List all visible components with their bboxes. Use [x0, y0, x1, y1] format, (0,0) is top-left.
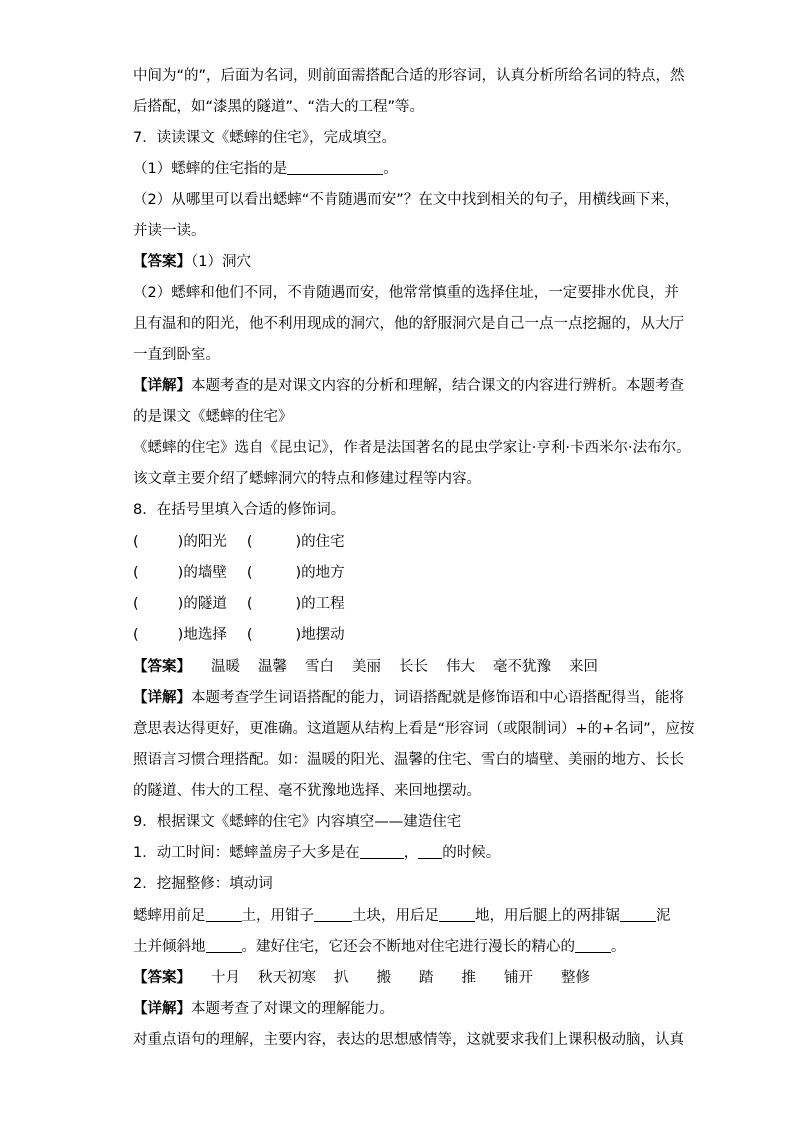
q7-detail-1: 本题考查的是对课文内容的分析和理解，结合课文的内容进行辨析。本题考查 — [191, 378, 684, 394]
q9-text: 土，用钳子 — [241, 908, 314, 924]
answer-blank — [575, 938, 611, 953]
q8-detail-2: 意思表达得更好，更准确。这道题从结构上看是“形容词（或限制词）+的+名词”，应按 — [133, 721, 695, 737]
q7-detail-line — [133, 376, 684, 396]
paren-open: ( — [133, 565, 139, 581]
q8-detail-3: 照语言习惯合理搭配。如：温暖的阳光、温馨的住宅、雪白的墙壁、美丽的地方、长长 — [133, 752, 684, 768]
q8-item: )的阳光 — [177, 534, 227, 550]
q9-answer-line — [133, 968, 590, 988]
q7-answer-line — [133, 252, 251, 272]
answer-blank — [206, 938, 242, 953]
question-9-title: 9．根据课文《蟋蟀的住宅》内容填空——建造住宅 — [133, 814, 462, 830]
q8-detail-line — [133, 688, 684, 708]
q8-answer-line — [133, 657, 598, 677]
detail-label: 【详解】 — [133, 378, 191, 394]
q7-answer-2-end: 一直到卧室。 — [133, 347, 220, 363]
q9-part-2: 2．挖掘整修：填动词 — [133, 876, 273, 892]
q8-item: )的住宅 — [295, 534, 345, 550]
q8-answer: 雪白 — [305, 659, 334, 675]
q8-item: )地选择 — [177, 627, 227, 643]
question-8-title: 8．在括号里填入合适的修饰词。 — [133, 502, 346, 518]
q7-1-end: 。 — [383, 161, 398, 177]
q9-text: 土块，用后足 — [352, 908, 439, 924]
q9-answer: 踏 — [419, 970, 434, 986]
q8-item: )的地方 — [295, 565, 345, 581]
q8-row — [133, 563, 345, 583]
q9-answer: 推 — [461, 970, 476, 986]
q8-answer: 来回 — [569, 659, 598, 675]
q9-answer: 整修 — [561, 970, 590, 986]
paren-open: ( — [246, 627, 253, 643]
paren-open: ( — [133, 627, 139, 643]
q9-detail-line — [133, 999, 394, 1019]
q9-text: 。建好住宅，它还会不断地对住宅进行漫长的精心的 — [241, 939, 575, 955]
q8-row — [133, 532, 345, 552]
q8-answer: 温暖 — [211, 659, 240, 675]
paren-open: ( — [246, 534, 253, 550]
q8-item: )的隧道 — [177, 596, 227, 612]
q9-fill-line-1 — [133, 906, 671, 926]
question-7-part-2-cont: 并读一读。 — [133, 223, 206, 239]
q9-1-text: 1．动工时间：蟋蟀盖房子大多是在 — [133, 845, 360, 861]
q8-item: )的工程 — [295, 596, 345, 612]
q7-detail-4: 该文章主要介绍了蟋蟀洞穴的特点和修建过程等内容。 — [133, 471, 481, 487]
paren-open: ( — [133, 596, 139, 612]
answer-blank — [439, 907, 475, 922]
q7-answer-2-cont: 且有温和的阳光，他不利用现成的洞穴，他的舒服洞穴是自己一点一点挖掘的，从大厅 — [133, 316, 684, 332]
q7-detail-3: 《蟋蟀的住宅》选自《昆虫记》，作者是法国著名的昆虫学家让·亨利·卡西米尔·法布尔。 — [133, 440, 691, 456]
q8-row — [133, 625, 345, 645]
answer-label: 【答案】 — [133, 659, 191, 675]
text-line: 后搭配，如“漆黑的隧道”、“浩大的工程”等。 — [133, 99, 425, 115]
q9-answer: 十月 — [211, 970, 240, 986]
detail-label: 【详解】 — [133, 1001, 191, 1017]
q9-answer: 铺开 — [504, 970, 533, 986]
q9-text: 泥 — [656, 908, 671, 924]
q9-answer: 扒 — [334, 970, 349, 986]
q9-1-comma: ， — [403, 845, 419, 861]
q9-answer: 搬 — [376, 970, 391, 986]
detail-label: 【详解】 — [133, 690, 191, 706]
q9-text: 。 — [611, 939, 626, 955]
q9-detail-2: 对重点语句的理解，主要内容，表达的思想感情等，这就要求我们上课积极动脑，认真 — [133, 1032, 684, 1048]
question-7-part-2: （2）从哪里可以看出蟋蟀“不肯随遇而安”？在文中找到相关的句子，用横线画下来， — [133, 192, 680, 208]
q7-answer-2: （2）蟋蟀和他们不同，不肯随遇而安，他常常慎重的选择住址，一定要排水优良，并 — [133, 285, 679, 301]
q8-answer: 美丽 — [352, 659, 381, 675]
q8-row — [133, 594, 345, 614]
q7-detail-2: 的是课文《蟋蟀的住宅》 — [133, 409, 293, 425]
q7-1-text: （1）蟋蟀的住宅指的是 — [133, 161, 288, 177]
text-line: 中间为“的”，后面为名词，则前面需搭配合适的形容词，认真分析所给名词的特点，然 — [133, 68, 685, 84]
answer-label: 【答案】 — [133, 970, 191, 986]
q9-text: 地，用后腿上的两排锯 — [475, 908, 620, 924]
question-7-part-1 — [133, 159, 398, 179]
answer-blank — [287, 160, 383, 175]
q8-answer: 伟大 — [446, 659, 475, 675]
paren-open: ( — [133, 534, 139, 550]
q9-text: 土并倾斜地 — [133, 939, 206, 955]
q8-answer: 长长 — [399, 659, 428, 675]
question-7-title: 7．读读课文《蟋蟀的住宅》，完成填空。 — [133, 130, 396, 146]
q8-item: )地摆动 — [295, 627, 345, 643]
q9-text: 蟋蟀用前足 — [133, 908, 206, 924]
paren-open: ( — [246, 565, 253, 581]
answer-blank — [314, 907, 352, 922]
answer-label: 【答案】 — [133, 254, 191, 270]
q9-fill-line-2 — [133, 937, 626, 957]
q9-answer: 秋天初寒 — [258, 970, 316, 986]
answer-blank — [206, 907, 242, 922]
q7-answer-1: （1）洞穴 — [191, 254, 251, 270]
q8-detail-1: 本题考查学生词语搭配的能力，词语搭配就是修饰语和中心语搭配得当，能将 — [191, 690, 684, 706]
answer-blank — [360, 844, 404, 859]
q9-part-1 — [133, 843, 500, 863]
q8-answer: 温馨 — [258, 659, 287, 675]
q9-1-end: 的时候。 — [442, 845, 501, 861]
answer-blank — [620, 907, 656, 922]
q9-detail-1: 本题考查了对课文的理解能力。 — [191, 1001, 394, 1017]
answer-blank — [418, 844, 442, 859]
q8-answer: 毫不犹豫 — [493, 659, 551, 675]
q8-detail-4: 的隧道、伟大的工程、毫不犹豫地选择、来回地摆动。 — [133, 783, 481, 799]
paren-open: ( — [246, 596, 253, 612]
q8-item: )的墙壁 — [177, 565, 227, 581]
